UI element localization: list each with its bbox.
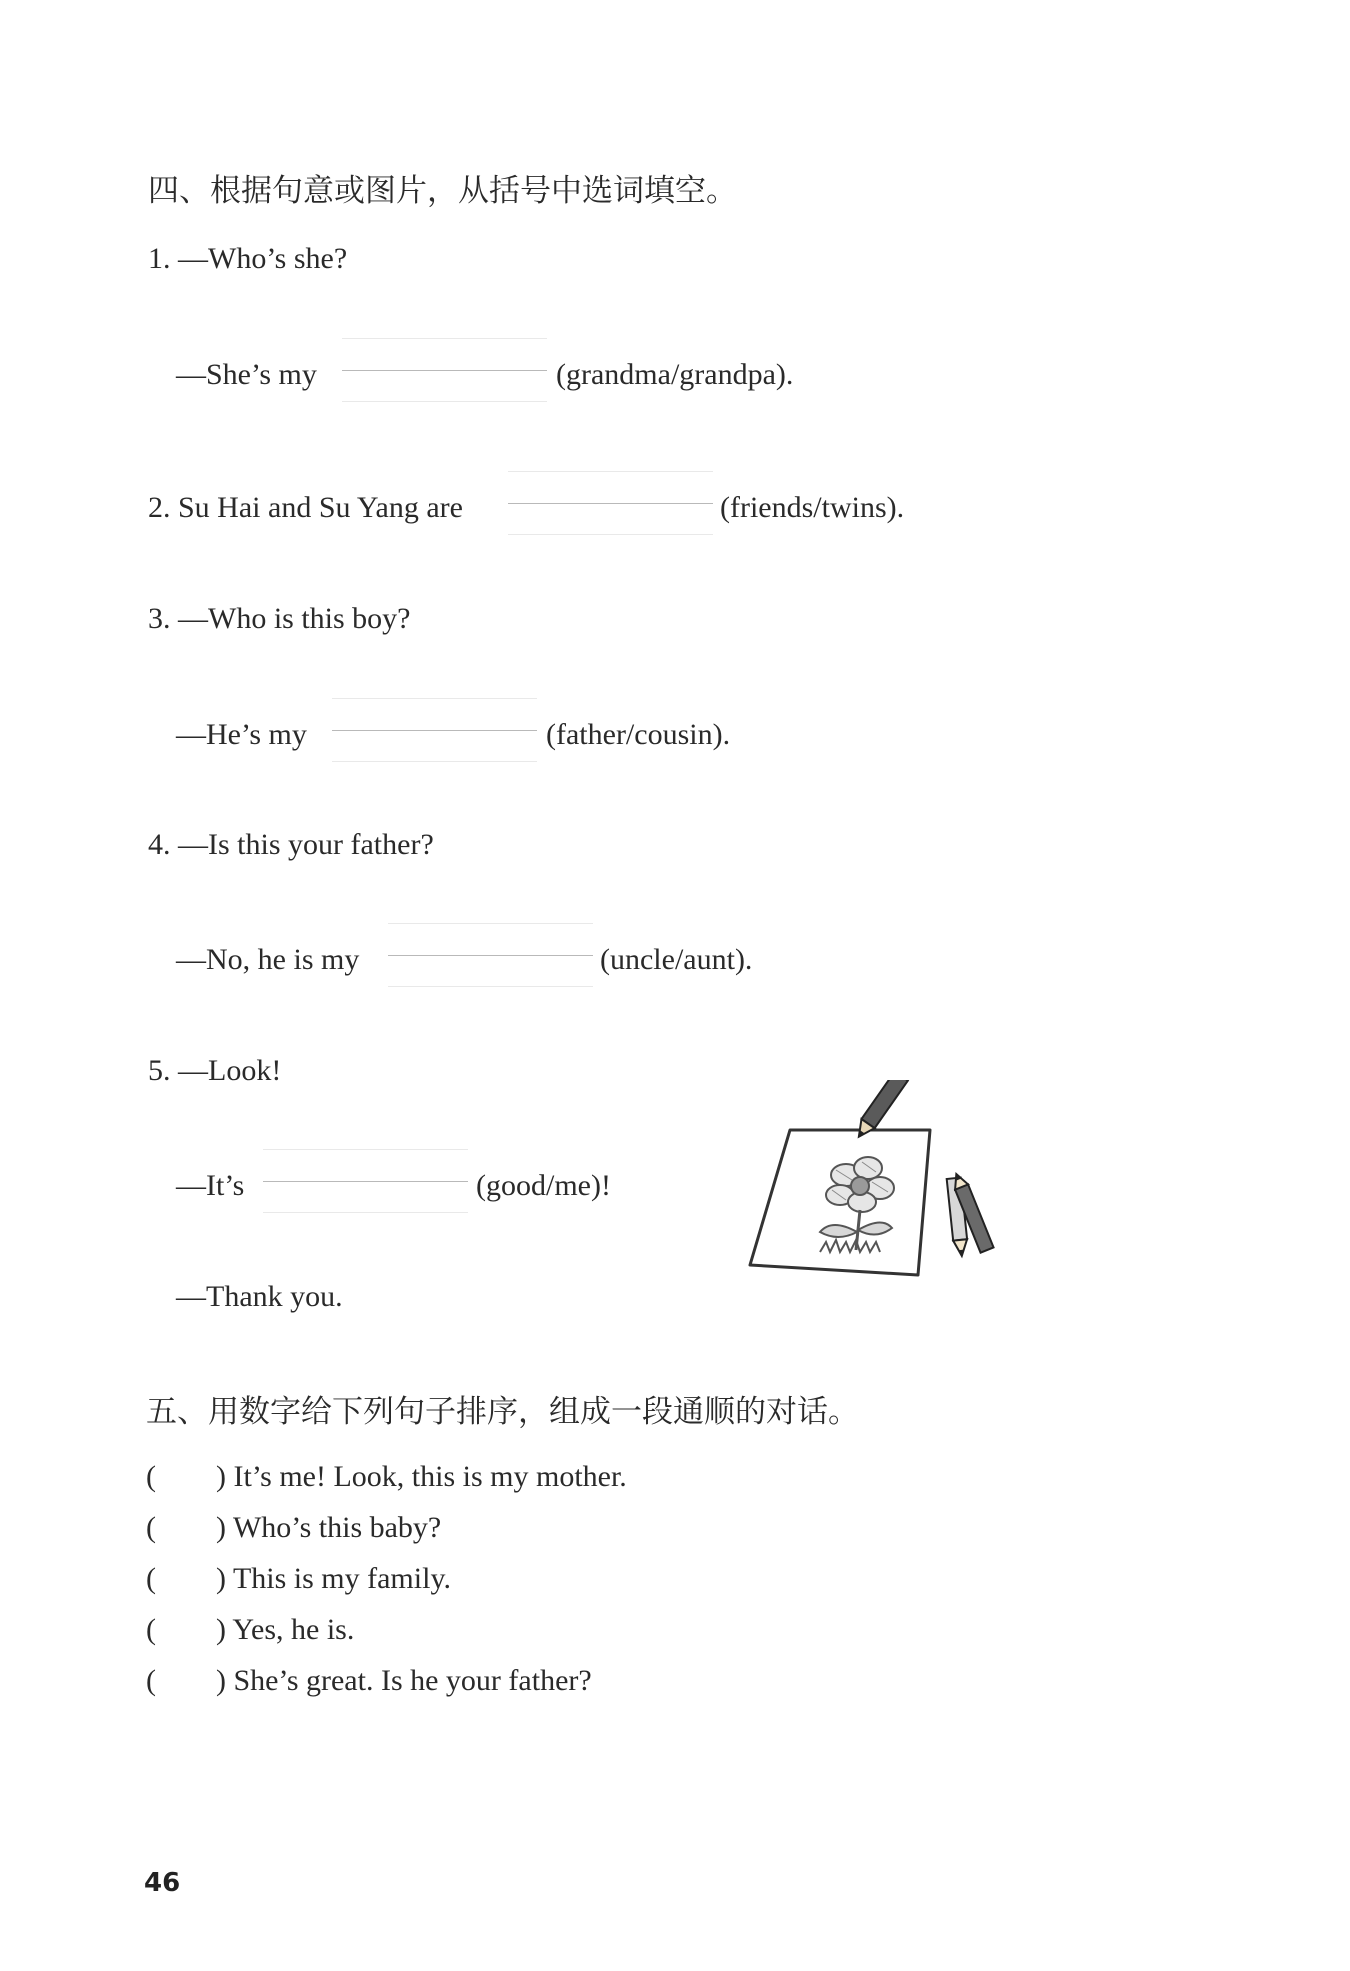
q2-options: (friends/twins). [720,491,905,524]
q5-reply: —Thank you. [176,1280,343,1313]
section-5-heading: 五、用数字给下列句子排序，组成一段通顺的对话。 [146,1394,859,1430]
q4-answer-blank[interactable] [388,923,593,987]
page-number: 46 [144,1868,181,1898]
q1-answer-prefix: —She’s my [176,358,317,391]
q3-options: (father/cousin). [546,718,731,751]
order-item-paren[interactable]: ( [146,1562,156,1595]
order-item-text: ) This is my family. [216,1562,451,1595]
q5-question: 5. —Look! [148,1054,282,1087]
q1-question: 1. —Who’s she? [148,242,348,275]
q2-answer-blank[interactable] [508,471,713,535]
order-item-paren[interactable]: ( [146,1664,156,1697]
q1-options: (grandma/grandpa). [556,358,794,391]
q3-answer-prefix: —He’s my [176,718,307,751]
order-item-paren[interactable]: ( [146,1460,156,1493]
q4-answer-prefix: —No, he is my [176,943,360,976]
q1-answer-blank[interactable] [342,338,547,402]
order-item-text: ) It’s me! Look, this is my mother. [216,1460,627,1493]
q5-answer-prefix: —It’s [176,1169,245,1202]
order-item-text: ) She’s great. Is he your father? [216,1664,592,1697]
order-item-paren[interactable]: ( [146,1613,156,1646]
q4-options: (uncle/aunt). [600,943,753,976]
order-item-text: ) Yes, he is. [216,1613,355,1646]
order-item-paren[interactable]: ( [146,1511,156,1544]
q3-answer-blank[interactable] [332,698,537,762]
q5-options: (good/me)! [476,1169,611,1202]
order-item-text: ) Who’s this baby? [216,1511,442,1544]
q5-answer-blank[interactable] [263,1149,468,1213]
q4-question: 4. —Is this your father? [148,828,434,861]
drawing-of-flower-with-pencils-icon [740,1080,1010,1290]
q2-question-prefix: 2. Su Hai and Su Yang are [148,491,463,524]
section-4-heading: 四、根据句意或图片，从括号中选词填空。 [148,173,737,209]
q3-question: 3. —Who is this boy? [148,602,411,635]
